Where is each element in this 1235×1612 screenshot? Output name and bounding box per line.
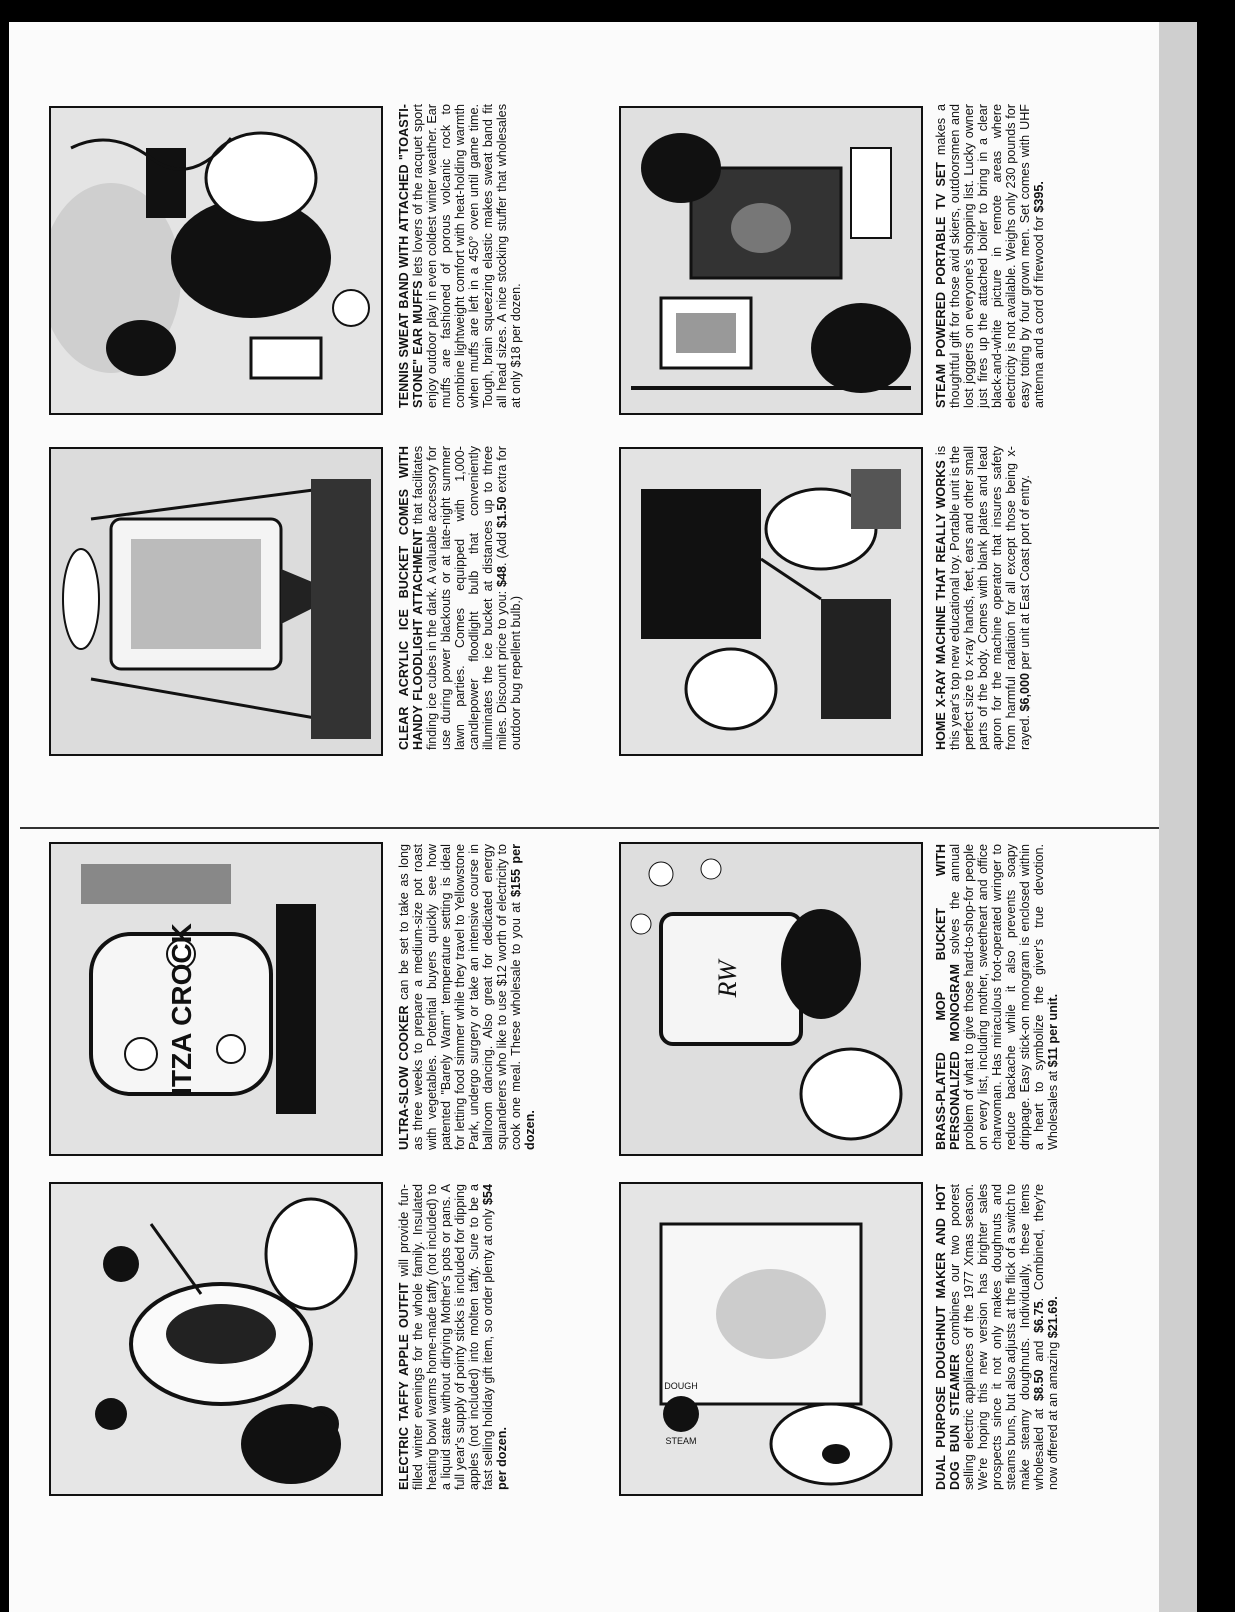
doughnut-price: $8.50 — [1032, 1369, 1046, 1401]
page-gutter-divider — [20, 827, 1180, 829]
icebucket-price: $48 — [495, 565, 509, 587]
icebucket-body: that facilitates finding ice cubes in the dark. A valuable accessory for use during power blackouts or at late-night summer lawn parties. Comes equipped with 1,000-candlepower floodlight bulb that conveniently illuminates the ice bucket at distances up to three miles. Discount price to you: — [411, 446, 509, 750]
icebucket-caption — [397, 446, 523, 750]
icebucket-body-3: extra for outdoor bug repellent bulb.) — [495, 446, 523, 750]
xray-headline: HOME X-RAY MACHINE THAT REALLY WORKS — [934, 460, 948, 750]
tennis-sweatband-illustration — [49, 106, 383, 415]
icebucket-body-2: . (Add — [495, 528, 509, 566]
dough-knob-label: DOUGH — [664, 1381, 698, 1391]
magazine-page — [9, 22, 1197, 1612]
slow-cooker-illustration — [49, 842, 383, 1156]
itza-crock-label: ITZA CROCK — [166, 923, 197, 1095]
xray-price: $6,000 — [1018, 672, 1032, 712]
doughnut-body-3: . Combined, they're now offered at an amazing — [1032, 1183, 1060, 1490]
tv-caption — [934, 104, 1046, 408]
taffy-headline: ELECTRIC TAFFY APPLE OUTFIT — [397, 1282, 411, 1490]
doughnut-maker-illustration — [619, 1182, 923, 1496]
mop-monogram: RW — [713, 960, 742, 998]
tv-headline: STEAM POWERED PORTABLE TV SET — [934, 162, 948, 408]
doughnut-body-2: and — [1032, 1332, 1046, 1370]
taffy-price: $54 per dozen. — [481, 1184, 509, 1490]
mop-headline: BRASS-PLATED MOP BUCKET WITH PERSONALIZED MONOGRAM — [934, 844, 962, 1150]
tennis-caption — [397, 104, 523, 408]
tennis-headline: TENNIS SWEAT BAND WITH ATTACHED "TOASTI-STONE" EAR MUFFS — [397, 104, 425, 408]
taffy-apple-illustration — [49, 1182, 383, 1496]
doughnut-caption — [934, 1184, 1060, 1490]
tv-price: $395. — [1032, 181, 1046, 213]
steam-tv-illustration — [619, 106, 923, 415]
doughnut-headline: DUAL PURPOSE DOUGHNUT MAKER AND HOT DOG BUN STEAMER — [934, 1184, 962, 1490]
taffy-caption — [397, 1184, 509, 1490]
tv-body: makes a thoughtful gift for those avid skiers, outdoorsmen and lost joggers on everyone's shopping list. Lucky owner just fires up the attached boiler to bring in a clear black-and-white picture in remote areas where electricity is not available. Weighs only 230 pounds for easy toting by four grown men. Set comes with UHF antenna and a cord of firewood for — [934, 104, 1046, 408]
cooker-caption — [397, 844, 537, 1150]
doughnut-body: combines our two poorest selling electric appliances of the 1977 Xmas season. We're hoping this new version has brighter sales prospects since it not only makes doughnuts and steams buns, but also adjusts at the flick of a switch to make steamy doughnuts. Individually, these items wholesaled at — [948, 1184, 1046, 1490]
mop-body: solves the annual problem of what to give those hard-to-shop-for people on every list, including mother, sweetheart and office charwoman. Has miraculous foot-operated wringer to reduce backache while it also prevents soapy drippage. Easy stick-on monogram is enclosed within a heart to symbolize the giver's true devotion. Wholesales at — [948, 844, 1060, 1150]
doughnut-price-3: $21.69. — [1046, 1296, 1060, 1339]
page-edge-shadow — [1159, 22, 1197, 1612]
cooker-headline: ULTRA-SLOW COOKER — [397, 1005, 411, 1150]
mop-bucket-illustration — [619, 842, 923, 1156]
xray-machine-illustration — [619, 447, 923, 756]
xray-body-2: per unit at East Coast port of entry. — [1018, 475, 1032, 673]
icebucket-price-2: $1.50 — [495, 496, 509, 529]
cooker-body: can be set to take as long as three weeks to prepare a medium-size pot roast with vegetables. Potential buyers quickly see how patented "Barely Warm" temperature setting is ideal for letting food simmer while they travel to Yellowstone Park, undergo surgery or take an intensive course in ballroom dancing. Also great for dedicated energy squanderers who like to use $12 worth of electricity to cook one meal. These wholesale to you at — [397, 844, 523, 1150]
taffy-body: will provide fun-filled winter evenings for the whole family. Insulated heating bowl warms home-made taffy (not included) to a liquid state without dirtying Mother's pots or pans. A full year's supply of pointy sticks is included for dipping apples (not included) into molten taffy. Sure to be a fast selling holiday gift item, so order plenty at only — [397, 1184, 495, 1490]
mop-caption — [934, 844, 1060, 1150]
mop-price: $11 per unit. — [1046, 993, 1060, 1068]
ice-bucket-illustration — [49, 447, 383, 756]
xray-body: is this year's top new educational toy. Portable unit is the perfect size to x-ray hands, feet, ears and other small parts of the body. Comes with blank plates and lead apron for the machine operator that insures safety from harmful radiation for all except those being x-rayed. — [934, 446, 1032, 750]
doughnut-price-2: $6.75 — [1032, 1301, 1046, 1333]
tennis-body: lets lovers of the racquet sport enjoy outdoor play in even coldest winter weather. Ear muffs are fashioned of porous volcanic rock to combine lightweight comfort with heat-holding warmth when muffs are left in a 450° oven until game time. Tough, brain squeezing elastic makes sweat band fit all head sizes. A nice stocking stuffer that wholesales at only $18 per dozen. — [411, 104, 523, 408]
steam-knob-label: STEAM — [665, 1436, 697, 1446]
icebucket-headline: CLEAR ACRYLIC ICE BUCKET COMES WITH HANDY FLOODLIGHT ATTACHMENT — [397, 446, 425, 750]
cooker-price: $155 per dozen. — [509, 844, 537, 1150]
xray-caption — [934, 446, 1032, 750]
